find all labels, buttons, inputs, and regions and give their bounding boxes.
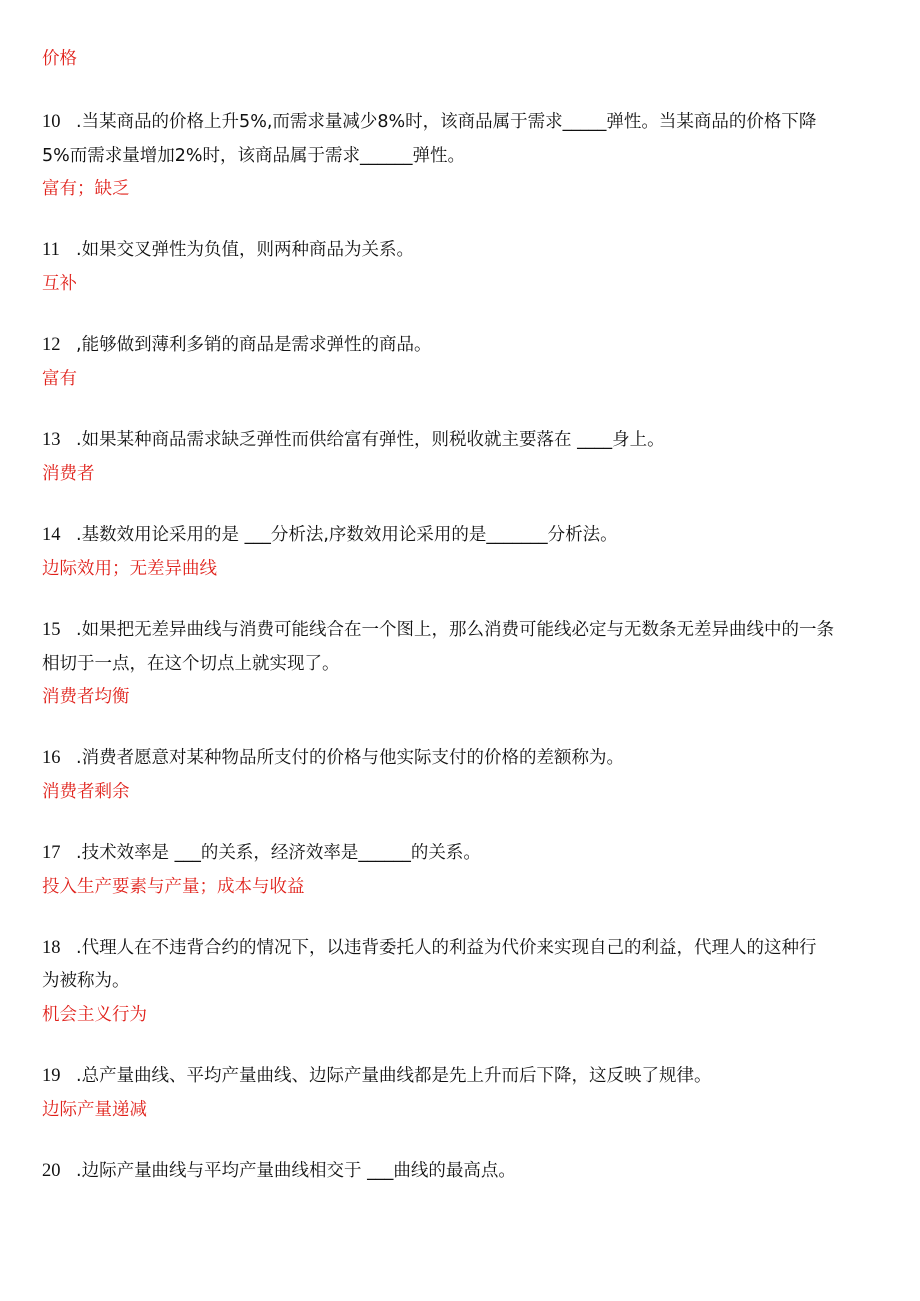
question-14	[42, 523, 618, 547]
answer-14: 边际效用；无差异曲线	[42, 559, 217, 579]
question-text: .如果把无差异曲线与消费可能线合在一个图上，那么消费可能线必定与无数条无差异曲线中的一条	[76, 620, 835, 640]
answer-11: 互补	[42, 274, 77, 294]
question-number: 12	[42, 335, 61, 355]
question-text: .如果交叉弹性为负值，则两种商品为关系。	[76, 240, 415, 260]
question-text: .消费者愿意对某种物品所支付的价格与他实际支付的价格的差额称为。	[76, 748, 625, 768]
answer-16: 消费者剩余	[42, 782, 130, 802]
question-20	[42, 1159, 516, 1183]
question-15-line-2: 相切于一点，在这个切点上就实现了。	[42, 654, 340, 674]
question-text: .边际产量曲线与平均产量曲线相交于 ___曲线的最高点。	[76, 1161, 516, 1181]
question-10-line-2: 5%而需求量增加2%时，该商品属于需求______弹性。	[42, 146, 466, 166]
question-number: 14	[42, 525, 61, 545]
question-text: .如果某种商品需求缺乏弹性而供给富有弹性，则税收就主要落在 ____身上。	[76, 430, 665, 450]
question-text: ,能够做到薄利多销的商品是需求弹性的商品。	[76, 335, 432, 355]
answer-17: 投入生产要素与产量；成本与收益	[42, 877, 305, 897]
question-text: .当某商品的价格上升5%,而需求量减少8%时，该商品属于需求_____弹性。当某商品的价格下降	[76, 112, 817, 132]
question-number: 10	[42, 112, 61, 132]
answer-10: 富有；缺乏	[42, 179, 130, 199]
question-number: 11	[42, 240, 60, 260]
answer-13: 消费者	[42, 464, 95, 484]
question-number: 17	[42, 843, 61, 863]
question-18-line-1	[42, 936, 817, 960]
question-text: .总产量曲线、平均产量曲线、边际产量曲线都是先上升而后下降，这反映了规律。	[76, 1066, 712, 1086]
question-number: 19	[42, 1066, 61, 1086]
question-12	[42, 333, 432, 357]
question-number: 20	[42, 1161, 61, 1181]
question-15-line-1	[42, 618, 834, 642]
question-text: .代理人在不违背合约的情况下，以违背委托人的利益为代价来实现自己的利益，代理人的这种行	[76, 938, 817, 958]
answer-18: 机会主义行为	[42, 1005, 147, 1025]
question-11	[42, 238, 414, 262]
question-19	[42, 1064, 712, 1088]
lead-answer: 价格	[42, 49, 77, 69]
answer-12: 富有	[42, 369, 77, 389]
question-17	[42, 841, 481, 865]
question-text: .技术效率是 ___的关系，经济效率是______的关系。	[76, 843, 481, 863]
answer-15: 消费者均衡	[42, 687, 130, 707]
question-10-line-1	[42, 110, 816, 134]
question-16	[42, 746, 624, 770]
question-number: 16	[42, 748, 61, 768]
question-number: 13	[42, 430, 61, 450]
question-text: .基数效用论采用的是 ___分析法,序数效用论采用的是_______分析法。	[76, 525, 618, 545]
question-number: 18	[42, 938, 61, 958]
question-18-line-2: 为被称为。	[42, 971, 130, 991]
question-number: 15	[42, 620, 61, 640]
answer-19: 边际产量递减	[42, 1100, 147, 1120]
question-13	[42, 428, 665, 452]
